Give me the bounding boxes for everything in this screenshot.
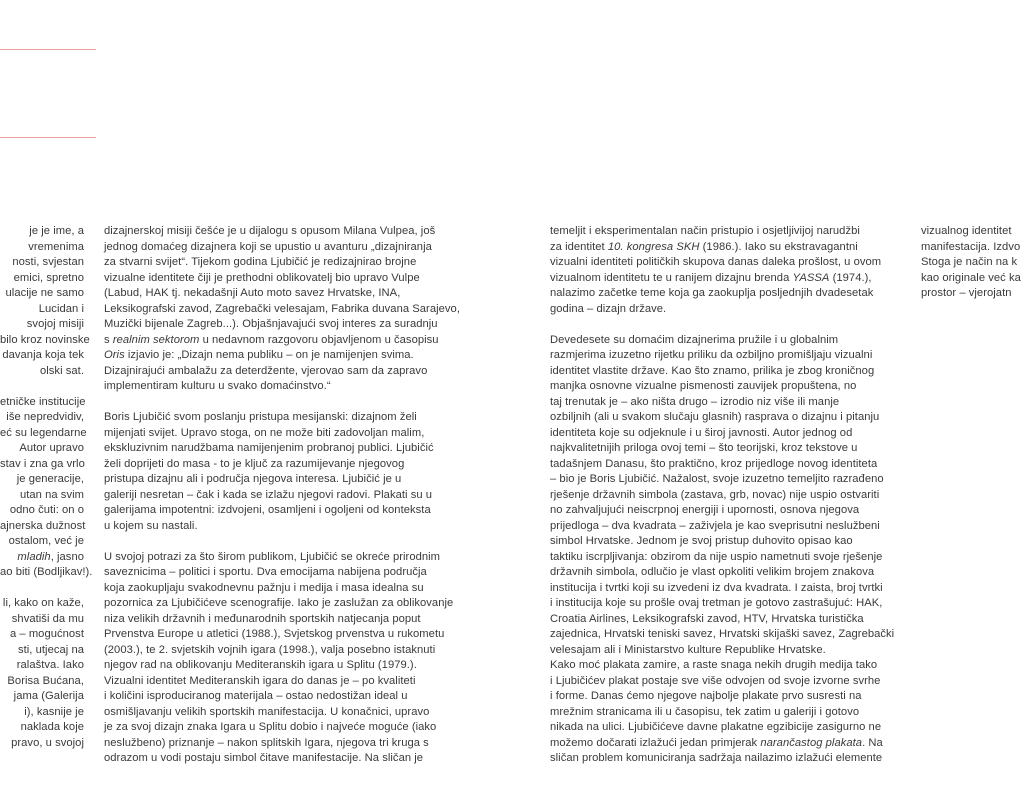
text-line: najkvalitetnijih priloga ovoj temi – što teorijski, kroz tekstove u bbox=[550, 442, 858, 454]
text-line: odno čuti: on o bbox=[9, 504, 84, 516]
text-line: utan na svim bbox=[19, 488, 84, 501]
text-line: sti, utjecaj na bbox=[17, 643, 84, 656]
text-line: bilo kroz novinske bbox=[0, 333, 90, 346]
paragraph bbox=[104, 550, 452, 767]
text-line: državnih simbola, odlučio je vlast opkoliti velikim brojem znakova bbox=[550, 566, 875, 578]
paragraph bbox=[550, 333, 900, 767]
text-line: pravo, u svojoj bbox=[11, 736, 84, 749]
text-line: tadašnjem Danasu, što praktično, kroz prijedloge novog identiteta bbox=[550, 457, 878, 470]
text-line: saveznicima – politici i sportu. Dva emocijama nabijena područja bbox=[104, 566, 427, 578]
text-line: i količini isproduciranog materijala – ostao nedostižan ideal u bbox=[104, 690, 408, 702]
text-column-3 bbox=[550, 224, 900, 782]
text-line: nalazimo začetke teme koja ga zaokuplja posljednjih dvadesetak bbox=[550, 287, 874, 299]
text-line: je generacije, bbox=[16, 473, 84, 485]
text-line: u kojem su nastali. bbox=[104, 519, 198, 532]
paragraph bbox=[550, 224, 900, 317]
text-line: ozbiljnih (ali u svakom slučaju glasnih) rasprava o dizajnu i pitanju bbox=[550, 411, 880, 423]
text-line: emici, spretno bbox=[13, 271, 84, 284]
text-line: Croatia Airlines, Leksikografski zavod, HTV, Hrvatska turistička bbox=[550, 612, 864, 625]
text-line: mladih, jasno bbox=[17, 550, 84, 563]
text-line: i forme. Danas ćemo njegove najbolje plakate prvo susresti na bbox=[550, 690, 862, 702]
text-line: etničke institucije bbox=[0, 395, 86, 408]
text-line: eć su legendarne bbox=[0, 426, 87, 439]
text-line: Kako moć plakata zamire, a raste snaga nekih drugih medija tako bbox=[550, 659, 878, 671]
accent-rule-top bbox=[0, 49, 96, 50]
text-line: taj trenutak je – ako ništa drugo – izrodio niz više ili manje bbox=[550, 395, 840, 408]
text-line: Dizajnirajući ambalažu za deterdžente, vjerovao sam da zapravo bbox=[104, 364, 428, 377]
text-line: Oris izjavio je: „Dizajn nema publiku – on je namijenjen svima. bbox=[104, 349, 414, 361]
text-line: svojoj misiji bbox=[26, 318, 84, 330]
paragraph bbox=[0, 596, 84, 751]
text-line: Muzički bijenale Zagreb...). Objašnjavajući svoj interes za suradnju bbox=[104, 318, 438, 330]
text-line: kao originale već ka bbox=[921, 271, 1021, 284]
text-line: razmjerima izuzetno rijetku priliku da ozbiljno promišljaju vizualni bbox=[550, 349, 873, 361]
text-line: simbol Hrvatske. Jednom je svoj pristup duhovito opisao kao bbox=[550, 535, 853, 547]
text-line: je za svoj dizajn znaka Igara u Splitu dobio i najveće moguće (iako bbox=[104, 721, 437, 733]
text-line: shvatiši da mu bbox=[11, 612, 84, 625]
paragraph bbox=[0, 395, 93, 581]
text-line: mrežnim stranicama ili u časopisu, tek zatim u galeriji i gotovo bbox=[550, 705, 860, 718]
text-line: Lucidan i bbox=[38, 302, 84, 315]
text-line: U svojoj potrazi za što širom publikom, Ljubičić se okreće prirodnim bbox=[104, 550, 441, 563]
paragraph bbox=[921, 224, 1021, 302]
text-line: Boris Ljubičić svom poslanju pristupa mesijanski: dizajnom želi bbox=[104, 411, 417, 423]
text-line: vizualnog identitet bbox=[921, 225, 1012, 237]
text-line: galerijama impotentni: izdvojeni, osamljeni i ogoljeni od konteksta bbox=[104, 504, 431, 516]
text-line: galeriji nesretan – čak i kada se izlažu njegovi radovi. Plakati su u bbox=[104, 488, 433, 501]
text-line: zajednica, Hrvatski teniski savez, Hrvatski skijaški savez, Zagrebački bbox=[550, 628, 895, 640]
text-line: i Ljubičićev plakat postaje sve više odvojen od svoje izvorne svrhe bbox=[550, 674, 881, 687]
text-line: ulacije ne samo bbox=[5, 287, 84, 299]
text-line: odrazom u vodi postaju simbol čitave manifestacije. Na sličan je bbox=[104, 752, 424, 764]
text-line: Devedesete su domaćim dizajnerima pružile i u globalnim bbox=[550, 333, 839, 346]
text-line: manjka osnovne vizualne pismenosti zauvijek propuštena, no bbox=[550, 380, 857, 392]
text-line: jednog domaćeg dizajnera koji se upustio u avanturu „dizajniranja bbox=[104, 240, 432, 253]
text-line: nosti, svjestan bbox=[12, 256, 84, 268]
text-line: pristupa dizajnu ali i područja njegova interesa. Ljubičić je u bbox=[104, 473, 402, 485]
text-line: vizualne identitete čiji je prethodni oblikovatelj bio upravo Vulpe bbox=[104, 271, 420, 284]
text-line: ostalom, već je bbox=[8, 535, 84, 547]
text-line: Autor upravo bbox=[19, 442, 84, 454]
text-line: identitet vlastite države. Kao što znamo, prilika je zbog kroničnog bbox=[550, 364, 875, 377]
text-line: je je ime, a bbox=[29, 225, 84, 237]
text-line: no zahvaljujući neiscrpnoj energiji i upornosti, osnova njegova bbox=[550, 504, 860, 516]
text-line: Stoga je način na k bbox=[921, 256, 1018, 268]
text-line: pozornica za Ljubičićeve scenografije. Iako je zaslužan za oblikovanje bbox=[104, 597, 454, 609]
text-column-1 bbox=[0, 224, 93, 767]
text-line: za stvarni svijet“. Tijekom godina Ljubičić je redizajnirao brojne bbox=[104, 256, 417, 268]
text-line: i), kasnije je bbox=[24, 705, 84, 718]
text-line: manifestacija. Izdvo bbox=[921, 240, 1021, 253]
text-line: vremenima bbox=[28, 240, 84, 253]
text-line: dizajnerskoj misiji češće je u dijalogu s opusom Milana Vulpea, još bbox=[104, 225, 436, 237]
text-line: rješenje državnih simbola (zastava, grb, novac) nije uspio ostvariti bbox=[550, 488, 880, 501]
text-line: želi doprijeti do masa - to je ključ za razumijevanje njegovog bbox=[104, 457, 405, 470]
paragraph bbox=[104, 410, 452, 534]
text-line: ajnerska dužnost bbox=[0, 519, 86, 532]
text-line: Leksikografski zavod, Zagrebački velesajam, Fabrika duvana Sarajevo, bbox=[104, 302, 460, 315]
text-line: ao biti (Bodljikav!). bbox=[0, 566, 93, 578]
text-line: Borisa Bućana, bbox=[7, 674, 84, 687]
text-line: stav i zna ga vrlo bbox=[0, 457, 85, 470]
text-line: (2003.), te 2. svjetskih vojnih igara (1998.), valja posebno istaknuti bbox=[104, 643, 436, 656]
text-line: davanja koja tek bbox=[2, 349, 84, 361]
text-line: naklada koje bbox=[20, 721, 84, 733]
text-line: (Labud, HAK tj. nekadašnji Auto moto savez Hrvatske, INA, bbox=[104, 287, 401, 299]
text-line: vizualni identiteti političkih skupova danas daleka prošlost, u ovom bbox=[550, 256, 882, 268]
text-line: Vizualni identitet Mediteranskih igara do danas je – po kvaliteti bbox=[104, 674, 416, 687]
text-line: iše nepredvidiv, bbox=[6, 411, 84, 423]
text-line: implementiram kulturu u svako domaćinstvo.“ bbox=[104, 380, 331, 392]
text-line: nikada na ulici. Ljubičićeve davne plakatne egzibicije zasigurno ne bbox=[550, 721, 882, 733]
text-line: mijenjati svijet. Upravo stoga, on ne može biti zadovoljan malim, bbox=[104, 426, 425, 439]
text-line: vizualnom identitetu te u ranijem dizajnu brenda YASSA (1974.), bbox=[550, 271, 872, 284]
text-line: koja zaokupljaju svakodnevnu pažnju i medija i masa idealna su bbox=[104, 581, 424, 594]
text-line: velesajam ali i Ministarstvo kulture Republike Hrvatske. bbox=[550, 643, 826, 656]
paragraph bbox=[104, 224, 460, 395]
text-line: s realnim sektorom u nedavnom razgovoru objavljenom u časopisu bbox=[104, 333, 439, 346]
text-line: prostor – vjerojatn bbox=[921, 287, 1012, 299]
text-line: ralaštva. Iako bbox=[16, 659, 84, 671]
text-line: i institucija koje su prošle ovaj tretman je gotovo zastrašujuć: HAK, bbox=[550, 597, 883, 609]
text-line: ekskluzivnim narudžbama namijenjenim probranoj publici. Ljubičić bbox=[104, 442, 434, 454]
text-column-2 bbox=[104, 224, 460, 782]
accent-rule-bottom bbox=[0, 137, 96, 138]
text-line: institucija i tvrtki koji su izvedeni iz dva kvadrata. I zaista, broj tvrtki bbox=[550, 581, 883, 594]
text-column-4 bbox=[921, 224, 1021, 317]
text-line: taktiku iscrpljivanja: obzirom da nije uspio nametnuti svoje rješenje bbox=[550, 550, 883, 563]
text-line: niza velikih državnih i međunarodnih sportskih natjecanja poput bbox=[104, 612, 421, 625]
text-line: a – mogućnost bbox=[9, 628, 84, 640]
text-line: neslužbeno) priznanje – nakon splitskih Igara, njegova tri kruga s bbox=[104, 736, 429, 749]
paragraph bbox=[0, 224, 90, 379]
text-line: možemo dočarati izlažući jedan primjerak narančastog plakata. Na bbox=[550, 736, 883, 749]
text-line: temeljit i eksperimentalan način pristupio i osjetljivijoj narudžbi bbox=[550, 225, 860, 237]
text-line: olski sat. bbox=[39, 364, 84, 377]
text-line: prijedloga – dva kvadrata – zaživjela je kao sveprisutni neslužbeni bbox=[550, 519, 880, 532]
text-line: sličan problem komuniciranja sadržaja nailazimo izlažući elemente bbox=[550, 752, 883, 764]
text-line: godina – dizajn države. bbox=[550, 302, 667, 315]
text-line: Prvenstva Europe u atletici (1988.), Svjetskog prvenstva u rukometu bbox=[104, 628, 445, 640]
text-line: njegov rad na oblikovanju Mediteranskih igara u Splitu (1979.). bbox=[104, 659, 417, 671]
text-line: identiteta koje su odjeknule i u široj javnosti. Autor jednog od bbox=[550, 426, 853, 439]
text-line: li, kako on kaže, bbox=[2, 597, 84, 609]
text-line: za identitet 10. kongresa SKH (1986.). Iako su ekstravagantni bbox=[550, 240, 858, 253]
text-line: – bio je Boris Ljubičić. Nažalost, svoje izuzetno temeljito razrađeno bbox=[550, 473, 884, 485]
text-line: osmišljavanju velikih sportskih manifestacija. U konačnici, upravo bbox=[104, 705, 430, 718]
text-line: jama (Galerija bbox=[13, 690, 84, 702]
